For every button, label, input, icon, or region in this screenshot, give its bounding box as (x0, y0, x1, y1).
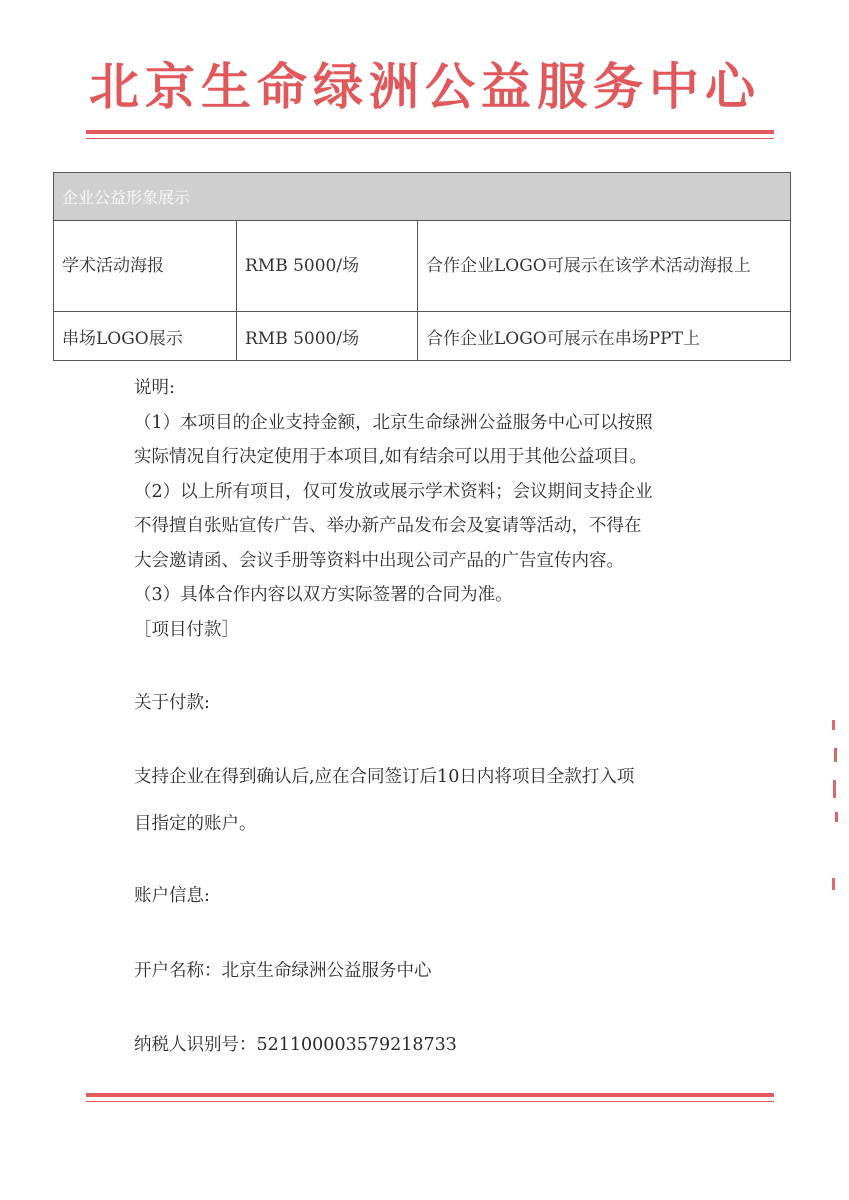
seal-edge-mark (832, 720, 835, 730)
item-price: RMB 5000/场 (237, 312, 418, 361)
footer-rule-thin (86, 1101, 774, 1102)
seal-edge-mark (832, 878, 835, 890)
section-title: 企业公益形象展示 (54, 173, 791, 221)
item-description: 合作企业LOGO可展示在串场PPT上 (418, 312, 791, 361)
project-payment-heading: ［项目付款］ (134, 619, 239, 640)
notes-heading: 说明: (134, 378, 175, 398)
item-price: RMB 5000/场 (237, 221, 418, 312)
account-name: 开户名称：北京生命绿洲公益服务中心 (134, 961, 432, 981)
header-rule-thick (86, 130, 774, 134)
item-name: 串场LOGO展示 (54, 312, 237, 361)
account-heading: 账户信息: (134, 886, 210, 906)
note-line: （3）具体合作内容以双方实际签署的合同为准。 (134, 585, 513, 605)
table-section-header (54, 173, 791, 221)
table-row (54, 312, 791, 361)
item-description: 合作企业LOGO可展示在该学术活动海报上 (418, 221, 791, 312)
note-line: 大会邀请函、会议手册等资料中出现公司产品的广告宣传内容。 (134, 550, 624, 571)
note-line: 实际情况自行决定使用于本项目,如有结余可以用于其他公益项目。 (134, 447, 648, 467)
table-row (54, 221, 791, 312)
seal-edge-mark (835, 812, 838, 822)
item-name: 学术活动海报 (54, 221, 237, 312)
organization-title: 北京生命绿洲公益服务中心 (89, 58, 761, 116)
note-line: （2）以上所有项目，仅可发放或展示学术资料；会议期间支持企业 (134, 481, 653, 502)
fee-table (53, 172, 791, 361)
payment-heading: 关于付款: (134, 693, 210, 713)
note-line: 不得擅自张贴宣传广告、举办新产品发布会及宴请等活动，不得在 (134, 516, 642, 536)
notes-section (134, 371, 734, 647)
payment-text-line1: 支持企业在得到确认后,应在合同签订后10日内将项目全款打入项 (134, 767, 635, 787)
tax-id: 纳税人识别号：52110000357921873З (134, 1035, 457, 1055)
note-line: （1）本项目的企业支持金额，北京生命绿洲公益服务中心可以按照 (134, 412, 653, 433)
seal-edge-mark (834, 748, 837, 762)
payment-text-line2: 目指定的账户。 (134, 814, 257, 834)
footer-rule-thick (86, 1093, 774, 1097)
seal-edge-mark (833, 780, 836, 798)
header-rule-thin (86, 138, 774, 139)
